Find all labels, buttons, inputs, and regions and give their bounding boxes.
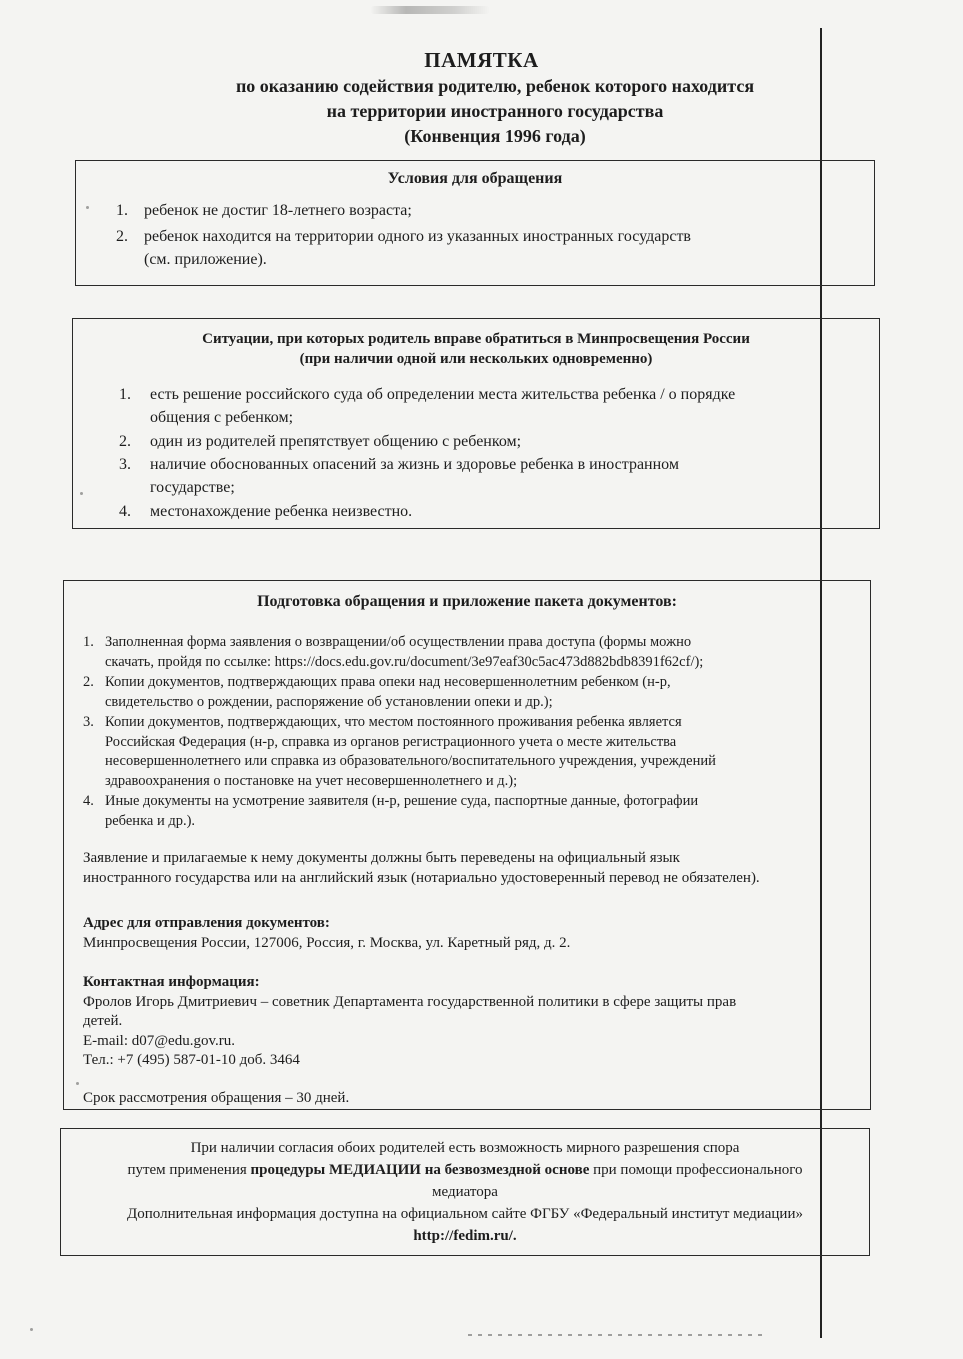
mediation-line — [61, 1159, 869, 1181]
mediation-box — [60, 1128, 870, 1256]
contact-person-cont: детей. — [83, 1013, 123, 1029]
item-number: 2. — [119, 433, 131, 450]
item-number: 1. — [83, 634, 94, 650]
translation-line: Заявление и прилагаемые к нему документы должны быть переведены на официальный язык — [83, 850, 680, 866]
list-item — [83, 633, 843, 672]
item-text: Российская Федерация (н-р, справка из органов регистрационного учета о месте жительства — [105, 733, 677, 750]
item-number: 3. — [83, 714, 94, 730]
subtitle-line: на территории иностранного государства — [326, 101, 664, 121]
mediation-text — [61, 1137, 869, 1247]
list-item — [116, 225, 856, 271]
page-subtitle — [150, 74, 840, 149]
item-text: скачать, пройдя по ссылке: https://docs.edu.gov.ru/document/3e97eaf30c5ac473d882bdb8391f62cf/); — [105, 653, 704, 670]
list-item — [116, 199, 856, 222]
item-number: 2. — [116, 228, 128, 245]
page-title: ПАМЯТКА — [424, 48, 539, 72]
mediation-text-part: путем применения — [127, 1162, 251, 1178]
item-text: общения с ребенком; — [150, 409, 294, 426]
item-number: 3. — [119, 456, 131, 473]
list-item — [119, 500, 859, 523]
mediation-line: медиатора — [432, 1184, 498, 1200]
scan-smudge — [468, 1334, 768, 1336]
item-text: ребенка и др.). — [105, 812, 196, 829]
conditions-box — [75, 160, 875, 286]
list-item — [119, 453, 859, 499]
item-text: местонахождение ребенка неизвестно. — [150, 503, 413, 520]
contact-block — [83, 973, 863, 1071]
list-item — [83, 713, 843, 791]
subtitle-line: (Конвенция 1996 года) — [404, 126, 586, 146]
item-number: 4. — [83, 793, 94, 809]
mediation-line: При наличии согласия обоих родителей есть возможность мирного разрешения спора — [190, 1140, 740, 1156]
subtitle-line: по оказанию содействия родителю, ребенок которого находится — [235, 76, 755, 96]
item-number: 1. — [116, 202, 128, 219]
item-text: Заполненная форма заявления о возвращении/об осуществлении права доступа (формы можно — [105, 634, 692, 650]
address-block — [83, 914, 863, 953]
documents-box — [63, 580, 871, 1110]
conditions-heading: Условия для обращения — [387, 170, 563, 187]
item-number: 2. — [83, 674, 94, 690]
item-text: несовершеннолетнего или справка из образовательного/воспитательного учреждения, учреждений — [105, 753, 716, 769]
item-text: ребенок не достиг 18-летнего возраста; — [144, 202, 412, 219]
scan-smudge — [370, 6, 490, 14]
item-text: свидетельство о рождении, распоряжение об установлении опеки и др.); — [105, 693, 553, 710]
item-number: 1. — [119, 386, 131, 403]
item-text: есть решение российского суда об определении места жительства ребенка / о порядке — [150, 386, 736, 403]
mediation-line: Дополнительная информация доступна на официальном сайте ФГБУ «Федеральный институт медиации» — [127, 1206, 803, 1222]
item-text: Копии документов, подтверждающих, что местом постоянного проживания ребенка является — [105, 714, 682, 730]
situations-box — [72, 318, 880, 529]
item-text: Иные документы на усмотрение заявителя (н-р, решение суда, паспортные данные, фотографии — [105, 793, 699, 809]
contact-email: E-mail: d07@edu.gov.ru. — [83, 1032, 235, 1049]
list-item — [83, 673, 843, 712]
item-text: один из родителей препятствует общению с ребенком; — [150, 433, 522, 450]
item-text: Копии документов, подтверждающих права опеки над несовершеннолетним ребенком (н-р, — [105, 674, 671, 690]
documents-heading: Подготовка обращения и приложение пакета документов: — [257, 593, 677, 610]
item-text: государстве; — [150, 479, 235, 496]
heading-line: Ситуации, при которых родитель вправе обратиться в Минпросвещения России — [202, 331, 750, 347]
list-item — [119, 383, 869, 429]
mediation-highlight: процедуры МЕДИАЦИИ на безвозмездной основе — [250, 1162, 590, 1178]
scan-dot — [30, 1328, 33, 1331]
situations-heading — [73, 329, 879, 369]
item-text: (см. приложение). — [144, 251, 267, 268]
translation-line: иностранного государства или на английский язык (нотариально удостоверенный перевод не обязателен). — [83, 869, 760, 886]
mediation-link[interactable]: http://fedim.ru/. — [413, 1228, 517, 1244]
list-item — [83, 792, 843, 831]
item-text: ребенок находится на территории одного из указанных иностранных государств — [144, 228, 691, 245]
heading-line: (при наличии одной или нескольких одновременно) — [299, 351, 653, 367]
contact-person: Фролов Игорь Дмитриевич – советник Департамента государственной политики в сфере защиты прав — [83, 993, 737, 1010]
review-term: Срок рассмотрения обращения – 30 дней. — [83, 1090, 350, 1106]
item-text: здравоохранения о постановке на учет несовершеннолетнего и д.); — [105, 772, 518, 789]
contact-phone: Тел.: +7 (495) 587-01-10 доб. 3464 — [83, 1052, 300, 1068]
item-number: 4. — [119, 503, 131, 520]
address-value: Минпросвещения России, 127006, Россия, г. Москва, ул. Каретный ряд, д. 2. — [83, 934, 571, 951]
contact-label: Контактная информация: — [83, 974, 260, 990]
list-item — [119, 430, 859, 453]
item-text: наличие обоснованных опасений за жизнь и здоровье ребенка в иностранном — [150, 456, 679, 473]
translation-note — [83, 849, 863, 888]
address-label: Адрес для отправления документов: — [83, 915, 330, 931]
mediation-text-part: при помощи профессионального — [589, 1162, 803, 1178]
